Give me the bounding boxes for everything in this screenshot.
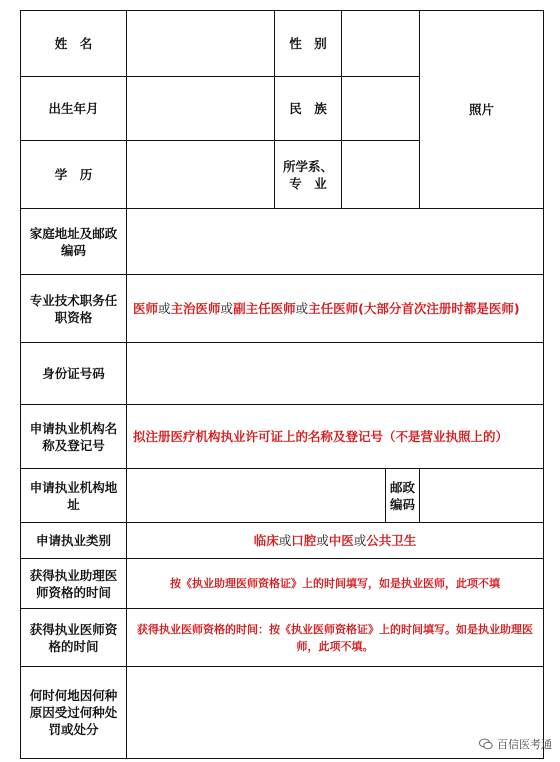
category-option: 口腔 (291, 533, 317, 548)
label-name: 姓 名 (21, 11, 127, 77)
title-option: 主任医师 (308, 301, 359, 316)
title-option: 主治医师 (170, 301, 221, 316)
birth-field[interactable] (127, 77, 275, 141)
label-institution-name: 申请执业机构名称及登记号 (21, 405, 127, 469)
major-note[interactable] (342, 141, 420, 209)
title-option: 医师 (133, 301, 159, 316)
category-option: 临床 (253, 533, 279, 548)
physician-time-note[interactable]: 获得执业医师资格的时间：按《执业医师资格证》上的时间填写。如是执业助理医师，此项不填。 (127, 609, 544, 667)
label-education: 学 历 (21, 141, 127, 209)
category-option: 中医 (328, 533, 354, 548)
label-ethnicity: 民 族 (275, 77, 342, 141)
registration-form (20, 10, 544, 759)
assistant-time-note[interactable]: 按《执业助理医师资格证》上的时间填写，如是执业医师，此项不填 (127, 559, 544, 609)
id-number-field[interactable] (127, 343, 544, 405)
chat-bubbles-icon (479, 738, 493, 750)
label-assistant-time: 获得执业助理医师资格的时间 (21, 559, 127, 609)
gender-field[interactable] (342, 11, 420, 77)
title-option: 副主任医师 (233, 301, 296, 316)
label-institution-address: 申请执业机构地址 (21, 469, 127, 523)
category-field[interactable] (127, 523, 544, 559)
or-sep: 或 (353, 533, 367, 548)
label-major: 所学系、专 业 (275, 141, 342, 209)
label-id-number: 身份证号码 (21, 343, 127, 405)
label-gender: 性 别 (275, 11, 342, 77)
title-note: (大部分首次注册时都是医师) (358, 301, 520, 316)
photo-box[interactable]: 照片 (420, 11, 544, 209)
or-sep: 或 (158, 301, 171, 316)
address-field[interactable] (127, 209, 544, 275)
category-option: 公共卫生 (366, 533, 417, 548)
or-sep: 或 (316, 533, 329, 548)
name-field[interactable] (127, 11, 275, 77)
watermark-text: 百信医考通 (497, 738, 552, 751)
education-note[interactable] (127, 141, 275, 209)
title-field[interactable] (127, 275, 544, 343)
institution-name-note[interactable]: 拟注册医疗机构执业许可证上的名称及登记号（不是营业执照上的） (127, 405, 544, 469)
label-category: 申请执业类别 (21, 523, 127, 559)
or-sep: 或 (295, 301, 309, 316)
or-sep: 或 (220, 301, 234, 316)
watermark (479, 736, 552, 752)
label-birth: 出生年月 (21, 77, 127, 141)
label-postcode: 邮政编码 (386, 469, 420, 523)
institution-address-field[interactable] (127, 469, 386, 523)
label-physician-time: 获得执业医师资格的时间 (21, 609, 127, 667)
postcode-field[interactable] (420, 469, 544, 523)
label-title: 专业技术职务任职资格 (21, 275, 127, 343)
label-penalty: 何时何地因何种原因受过何种处罚或处分 (21, 667, 127, 759)
or-sep: 或 (278, 533, 292, 548)
label-address: 家庭地址及邮政编码 (21, 209, 127, 275)
ethnicity-field[interactable] (342, 77, 420, 141)
